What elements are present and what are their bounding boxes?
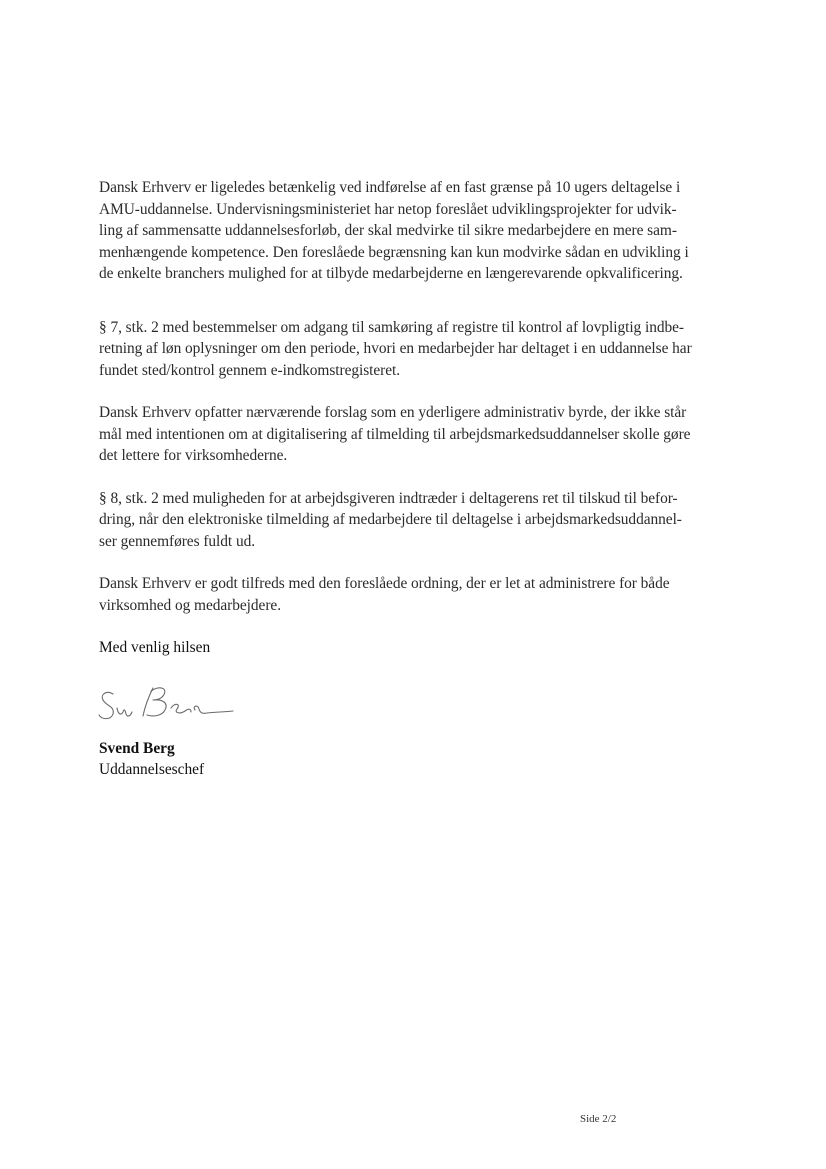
text-line: AMU-uddannelse. Undervisningsministeriet har netop foreslået udviklingsprojekter for udvik- — [99, 200, 677, 218]
text-line: virksomhed og medarbejdere. — [99, 596, 281, 614]
signer-name: Svend Berg — [99, 739, 175, 757]
paragraph-amu-limit — [99, 177, 739, 285]
text-line: § 7, stk. 2 med bestemmelser om adgang til samkøring af registre til kontrol af lovpligtig indbe- — [99, 318, 685, 336]
text-line: Dansk Erhverv opfatter nærværende forslag som en yderligere administrativ byrde, der ikke står — [99, 404, 687, 421]
page-number: Side 2/2 — [580, 1113, 617, 1125]
text-line: mål med intentionen om at digitalisering af tilmelding til arbejdsmarkedsuddannelser skolle gøre — [99, 425, 691, 443]
paragraph-satisfied — [99, 573, 739, 616]
text-line: retning af løn oplysninger om den periode, hvori en medarbejder har deltaget i en uddannelse har — [99, 340, 692, 357]
text-line: menhængende kompetence. Den foreslåede begrænsning kan kun modvirke sådan en udvikling i — [99, 243, 689, 261]
text-line: Dansk Erhverv er godt tilfreds med den foreslåede ordning, der er let at administrere for både — [99, 575, 670, 592]
text-line: det lettere for virksomhederne. — [99, 447, 288, 464]
signer-title: Uddannelseschef — [99, 761, 205, 778]
text-line: de enkelte branchers mulighed for at tilbyde medarbejderne en længerevarende opkvalificering. — [99, 265, 683, 282]
text-line: Dansk Erhverv er ligeledes betænkelig ved indførelse af en fast grænse på 10 ugers deltagelse i — [99, 179, 681, 196]
paragraph-administrative-burden — [99, 402, 739, 467]
text-line: § 8, stk. 2 med muligheden for at arbejdsgiveren indtræder i deltagerens ret til tilskud til befor- — [99, 489, 678, 507]
text-line: fundet sted/kontrol gennem e-indkomstregisteret. — [99, 361, 401, 379]
paragraph-section-8 — [99, 488, 739, 553]
text-line: dring, når den elektroniske tilmelding af medarbejdere til deltagelse i arbejdsmarkedsuddannel- — [99, 511, 682, 528]
handwritten-signature — [97, 682, 237, 728]
text-line: ser gennemføres fuldt ud. — [99, 532, 256, 550]
letter-body — [99, 177, 739, 781]
text-line: ling af sammensatte uddannelsesforløb, der skal medvirke til sikre medarbejdere en mere sam- — [99, 222, 677, 239]
closing-greeting: Med venlig hilsen — [99, 639, 211, 656]
paragraph-section-7 — [99, 317, 739, 382]
